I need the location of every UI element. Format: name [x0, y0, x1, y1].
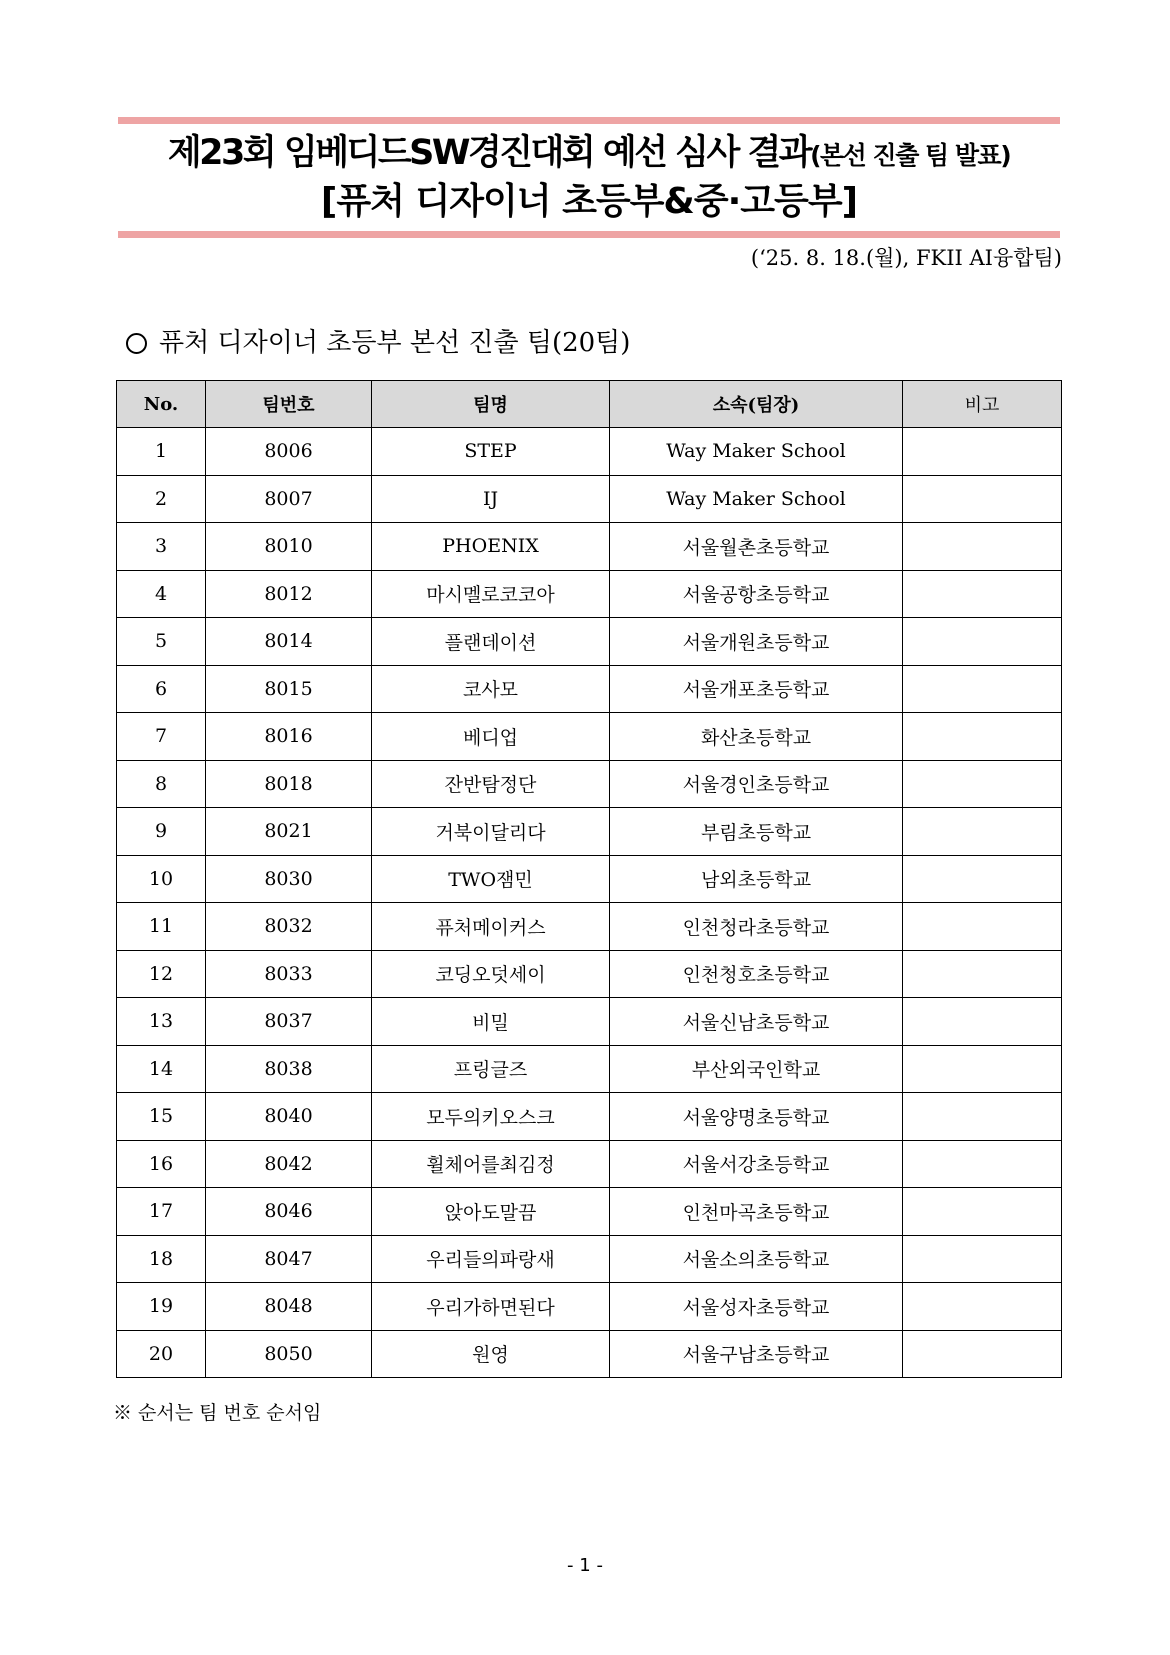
order-note: ※ 순서는 팀 번호 순서임: [113, 1402, 322, 1424]
cell-affiliation: Way Maker School: [610, 475, 903, 523]
cell-remarks: [903, 1283, 1062, 1331]
title-bottom-bar: [118, 231, 1060, 238]
table-row: [117, 1140, 1062, 1188]
cell-team-name: PHOENIX: [372, 523, 610, 571]
cell-affiliation: 부림초등학교: [610, 808, 903, 856]
table-row: [117, 618, 1062, 666]
page-number: - 1 -: [567, 1555, 603, 1576]
table-row: [117, 855, 1062, 903]
table-row: [117, 903, 1062, 951]
cell-affiliation: 서울소의초등학교: [610, 1235, 903, 1283]
cell-team-name: 코사모: [372, 665, 610, 713]
table-row: [117, 428, 1062, 476]
cell-affiliation: 서울서강초등학교: [610, 1140, 903, 1188]
cell-remarks: [903, 1045, 1062, 1093]
cell-team-number: 8032: [206, 903, 372, 951]
cell-affiliation: 서울양명초등학교: [610, 1093, 903, 1141]
cell-team-number: 8010: [206, 523, 372, 571]
cell-team-name: 원영: [372, 1330, 610, 1378]
header-team-name: 팀명: [372, 381, 610, 428]
cell-team-number: 8046: [206, 1188, 372, 1236]
table-row: [117, 1235, 1062, 1283]
title-main: 제23회 임베디드SW경진대회 예선 심사 결과: [167, 133, 811, 173]
cell-remarks: [903, 475, 1062, 523]
cell-team-name: 비밀: [372, 998, 610, 1046]
cell-remarks: [903, 998, 1062, 1046]
cell-remarks: [903, 950, 1062, 998]
section-heading: [126, 326, 630, 360]
date-line: (‘25. 8. 18.(월), FKII AI융합팀): [750, 246, 1062, 270]
table-row: [117, 998, 1062, 1046]
document-subtitle: [퓨처 디자이너 초등부&중·고등부]: [320, 181, 858, 222]
cell-team-number: 8033: [206, 950, 372, 998]
table-body: [117, 428, 1062, 1378]
cell-team-number: 8047: [206, 1235, 372, 1283]
cell-team-number: 8040: [206, 1093, 372, 1141]
cell-affiliation: 인천청라초등학교: [610, 903, 903, 951]
cell-affiliation: 서울월촌초등학교: [610, 523, 903, 571]
table-row: [117, 523, 1062, 571]
cell-team-name: 마시멜로코코아: [372, 570, 610, 618]
table-row: [117, 808, 1062, 856]
cell-remarks: [903, 855, 1062, 903]
cell-affiliation: 부산외국인학교: [610, 1045, 903, 1093]
cell-remarks: [903, 1188, 1062, 1236]
cell-affiliation: 서울개포초등학교: [610, 665, 903, 713]
cell-team-name: 퓨처메이커스: [372, 903, 610, 951]
cell-team-name: 우리가하면된다: [372, 1283, 610, 1331]
table-row: [117, 713, 1062, 761]
cell-no: 2: [117, 475, 206, 523]
circle-bullet-icon: [126, 333, 147, 354]
cell-team-number: 8042: [206, 1140, 372, 1188]
cell-affiliation: 서울구남초등학교: [610, 1330, 903, 1378]
cell-no: 6: [117, 665, 206, 713]
cell-remarks: [903, 713, 1062, 761]
cell-affiliation: 인천청호초등학교: [610, 950, 903, 998]
cell-no: 10: [117, 855, 206, 903]
cell-team-number: 8018: [206, 760, 372, 808]
cell-no: 19: [117, 1283, 206, 1331]
cell-remarks: [903, 1140, 1062, 1188]
cell-remarks: [903, 570, 1062, 618]
cell-affiliation: 화산초등학교: [610, 713, 903, 761]
cell-no: 18: [117, 1235, 206, 1283]
cell-team-name: 코딩오덧세이: [372, 950, 610, 998]
cell-no: 5: [117, 618, 206, 666]
cell-remarks: [903, 1330, 1062, 1378]
cell-affiliation: 서울개원초등학교: [610, 618, 903, 666]
cell-no: 15: [117, 1093, 206, 1141]
teams-table: [116, 380, 1062, 1378]
title-top-bar: [118, 117, 1060, 124]
cell-no: 8: [117, 760, 206, 808]
cell-team-number: 8007: [206, 475, 372, 523]
cell-affiliation: 서울신남초등학교: [610, 998, 903, 1046]
cell-no: 9: [117, 808, 206, 856]
cell-no: 11: [117, 903, 206, 951]
cell-affiliation: 서울성자초등학교: [610, 1283, 903, 1331]
title-block: [118, 117, 1060, 240]
cell-team-number: 8012: [206, 570, 372, 618]
cell-affiliation: 남외초등학교: [610, 855, 903, 903]
cell-no: 1: [117, 428, 206, 476]
cell-no: 16: [117, 1140, 206, 1188]
cell-team-name: 휠체어를최김정: [372, 1140, 610, 1188]
cell-remarks: [903, 1093, 1062, 1141]
cell-team-name: 베디업: [372, 713, 610, 761]
header-remarks: 비고: [903, 381, 1062, 428]
cell-team-number: 8048: [206, 1283, 372, 1331]
cell-team-number: 8006: [206, 428, 372, 476]
header-affiliation: 소속(팀장): [610, 381, 903, 428]
cell-team-name: 플랜데이션: [372, 618, 610, 666]
cell-team-number: 8014: [206, 618, 372, 666]
table-header-row: [117, 381, 1062, 428]
cell-team-number: 8016: [206, 713, 372, 761]
cell-team-number: 8050: [206, 1330, 372, 1378]
cell-affiliation: Way Maker School: [610, 428, 903, 476]
cell-no: 20: [117, 1330, 206, 1378]
cell-no: 13: [117, 998, 206, 1046]
table-row: [117, 1283, 1062, 1331]
cell-affiliation: 인천마곡초등학교: [610, 1188, 903, 1236]
cell-team-number: 8015: [206, 665, 372, 713]
cell-remarks: [903, 665, 1062, 713]
cell-no: 14: [117, 1045, 206, 1093]
cell-remarks: [903, 1235, 1062, 1283]
header-team-number: 팀번호: [206, 381, 372, 428]
cell-remarks: [903, 808, 1062, 856]
cell-team-name: IJ: [372, 475, 610, 523]
cell-team-name: STEP: [372, 428, 610, 476]
table-row: [117, 570, 1062, 618]
cell-team-name: 잔반탐정단: [372, 760, 610, 808]
cell-team-number: 8030: [206, 855, 372, 903]
title-suffix: (본선 진출 팀 발표): [810, 141, 1011, 170]
cell-affiliation: 서울공항초등학교: [610, 570, 903, 618]
cell-team-name: 거북이달리다: [372, 808, 610, 856]
table-row: [117, 665, 1062, 713]
cell-no: 7: [117, 713, 206, 761]
table-row: [117, 1330, 1062, 1378]
cell-team-number: 8037: [206, 998, 372, 1046]
cell-remarks: [903, 618, 1062, 666]
table-row: [117, 475, 1062, 523]
header-no: No.: [117, 381, 206, 428]
cell-no: 3: [117, 523, 206, 571]
cell-affiliation: 서울경인초등학교: [610, 760, 903, 808]
cell-team-name: 우리들의파랑새: [372, 1235, 610, 1283]
section-heading-text: 퓨처 디자이너 초등부 본선 진출 팀(20팀): [159, 328, 631, 358]
cell-no: 4: [117, 570, 206, 618]
cell-team-name: TWO잼민: [372, 855, 610, 903]
table-row: [117, 1045, 1062, 1093]
cell-team-name: 모두의키오스크: [372, 1093, 610, 1141]
cell-remarks: [903, 903, 1062, 951]
cell-no: 12: [117, 950, 206, 998]
cell-team-name: 프링글즈: [372, 1045, 610, 1093]
table-row: [117, 1093, 1062, 1141]
cell-remarks: [903, 428, 1062, 476]
table-row: [117, 760, 1062, 808]
cell-remarks: [903, 523, 1062, 571]
table-row: [117, 1188, 1062, 1236]
table-row: [117, 950, 1062, 998]
cell-no: 17: [117, 1188, 206, 1236]
cell-team-number: 8021: [206, 808, 372, 856]
cell-team-name: 앉아도말끔: [372, 1188, 610, 1236]
cell-team-number: 8038: [206, 1045, 372, 1093]
cell-remarks: [903, 760, 1062, 808]
document-title: [118, 131, 1060, 178]
